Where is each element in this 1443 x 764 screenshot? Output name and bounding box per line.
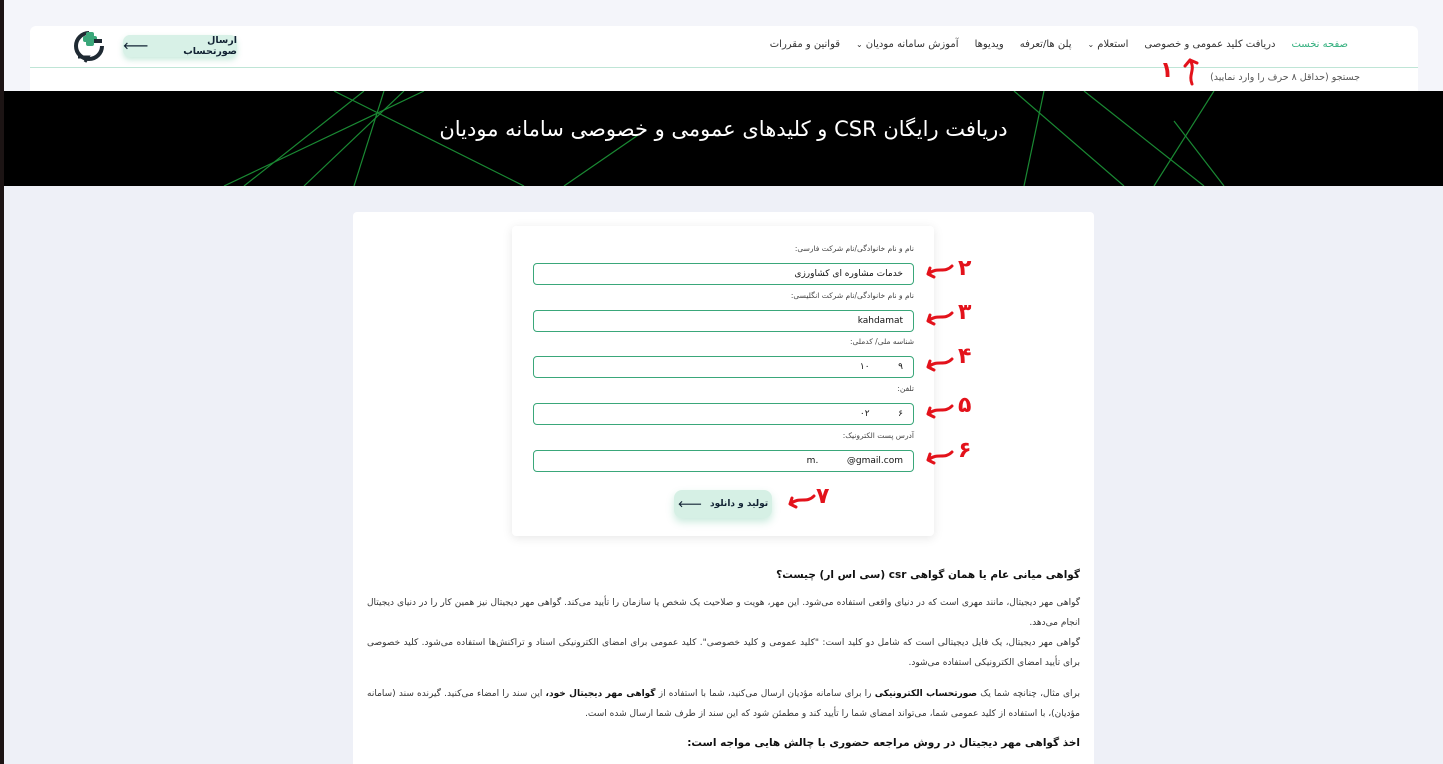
english-name-field[interactable] bbox=[533, 310, 914, 332]
article-example bbox=[367, 684, 1080, 724]
invoice-button-label: ارسال صورتحساب bbox=[183, 35, 237, 57]
generate-button-label: تولید و دانلود bbox=[710, 499, 769, 509]
article-body bbox=[367, 593, 1080, 673]
field-label-phone: تلفن: bbox=[897, 384, 914, 393]
arrow-left-icon: 🡐 bbox=[677, 499, 702, 510]
annotation-number: ۱ bbox=[1160, 58, 1174, 83]
article-heading: گواهی میانی عام یا همان گواهی csr (سی اس ار) چیست؟ bbox=[776, 569, 1080, 581]
persian-name-field[interactable] bbox=[533, 263, 914, 285]
nav-item-videos[interactable]: ویدیوها bbox=[974, 39, 1004, 50]
field-label-english-name: نام و نام خانوادگی/نام شرکت انگلیسی: bbox=[790, 291, 914, 300]
send-invoice-button[interactable] bbox=[123, 35, 237, 57]
nav-item-tutorials[interactable] bbox=[856, 39, 959, 50]
annotation-arrow-icon bbox=[1182, 52, 1206, 86]
annotation-number: ۶ bbox=[958, 438, 972, 463]
chevron-down-icon: ⌄ bbox=[856, 40, 863, 49]
site-logo[interactable] bbox=[72, 29, 106, 65]
annotation-arrow-icon bbox=[920, 402, 954, 422]
article-section bbox=[367, 737, 1080, 749]
article-text: این سند را امضاء می‌کنید. گیرنده سند (سامانه مؤدیان)، با استفاده از کلید عمومی شما، می‌تواند امضای شما را تأیید کند و مطمئن شود که این سند از طرف شما ارسال شده است. bbox=[367, 689, 1080, 719]
field-label-national-id: شناسه ملی/ کدملی: bbox=[850, 337, 914, 346]
nav-item-inquiry[interactable] bbox=[1088, 39, 1129, 50]
annotation-number: ۳ bbox=[958, 300, 972, 325]
annotation-arrow-icon bbox=[782, 492, 816, 512]
nav-item-tutorials-label: آموزش سامانه مودیان bbox=[865, 39, 959, 50]
national-id-field[interactable] bbox=[533, 356, 914, 378]
nav-item-get-keys[interactable]: دریافت کلید عمومی و خصوصی bbox=[1144, 39, 1276, 50]
phone-field[interactable] bbox=[533, 403, 914, 425]
annotation-arrow-icon bbox=[920, 355, 954, 375]
nav-menu bbox=[770, 39, 1348, 50]
page-title: دریافت رایگان CSR و کلیدهای عمومی و خصوصی سامانه مودیان bbox=[439, 117, 1008, 141]
article-text: را برای سامانه مؤدیان ارسال می‌کنید، شما با استفاده از bbox=[655, 689, 875, 699]
annotation-number: ۷ bbox=[816, 484, 830, 509]
article-heading: اخذ گواهی مهر دیجیتال در روش مراجعه حضوری با چالش هایی مواجه است: bbox=[687, 737, 1080, 749]
nav-item-rules[interactable]: قوانین و مقررات bbox=[769, 39, 841, 50]
article-paragraph bbox=[367, 684, 1080, 724]
annotation-arrow-icon bbox=[920, 262, 954, 282]
nav-item-plans[interactable]: پلن ها/تعرفه bbox=[1019, 39, 1072, 50]
main-navbar bbox=[30, 26, 1418, 68]
chevron-down-icon: ⌄ bbox=[1087, 40, 1095, 49]
field-label-persian-name: نام و نام خانوادگی/نام شرکت فارسی: bbox=[794, 244, 914, 253]
hero-banner bbox=[4, 91, 1443, 186]
annotation-arrow-icon bbox=[920, 448, 954, 468]
article-section bbox=[367, 569, 1080, 581]
annotation-number: ۵ bbox=[958, 393, 972, 418]
annotation-arrow-icon bbox=[920, 309, 954, 329]
nav-item-inquiry-label: استعلام bbox=[1097, 39, 1129, 50]
annotation-number: ۴ bbox=[958, 344, 972, 369]
article-link-e-invoice[interactable]: صورتحساب الکترونیکی bbox=[874, 689, 978, 699]
article-link-digital-seal[interactable]: گواهی مهر دیجیتال خود، bbox=[545, 689, 656, 699]
email-field[interactable] bbox=[533, 450, 914, 472]
annotation-number: ۲ bbox=[958, 256, 972, 281]
generate-download-button[interactable] bbox=[674, 490, 772, 518]
article-paragraph: گواهی مهر دیجیتال، مانند مهری است که در دنیای واقعی استفاده می‌شود. این مهر، هویت و صلاحیت یک شخص یا سازمان را تأیید می‌کند. گواهی مهر دیجیتال نیز همین کار را در دنیای دیجیتال انجام می‌دهد. bbox=[367, 598, 1080, 628]
nav-item-home[interactable]: صفحه نخست bbox=[1291, 39, 1348, 50]
article-paragraph: گواهی مهر دیجیتال، یک فایل دیجیتالی است که شامل دو کلید است: "کلید عمومی و کلید خصوصی". کلید عمومی برای امضای الکترونیکی اسناد و تراکنش‌ها استفاده می‌شود. کلید خصوصی برای تأیید امضای الکترونیکی استفاده می‌شود. bbox=[367, 638, 1080, 668]
arrow-left-icon: 🡐 bbox=[123, 40, 149, 52]
field-label-email: آدرس پست الکترونیک: bbox=[842, 431, 914, 440]
search-bar bbox=[30, 68, 1418, 91]
article-text: برای مثال، چنانچه شما یک bbox=[977, 689, 1080, 699]
